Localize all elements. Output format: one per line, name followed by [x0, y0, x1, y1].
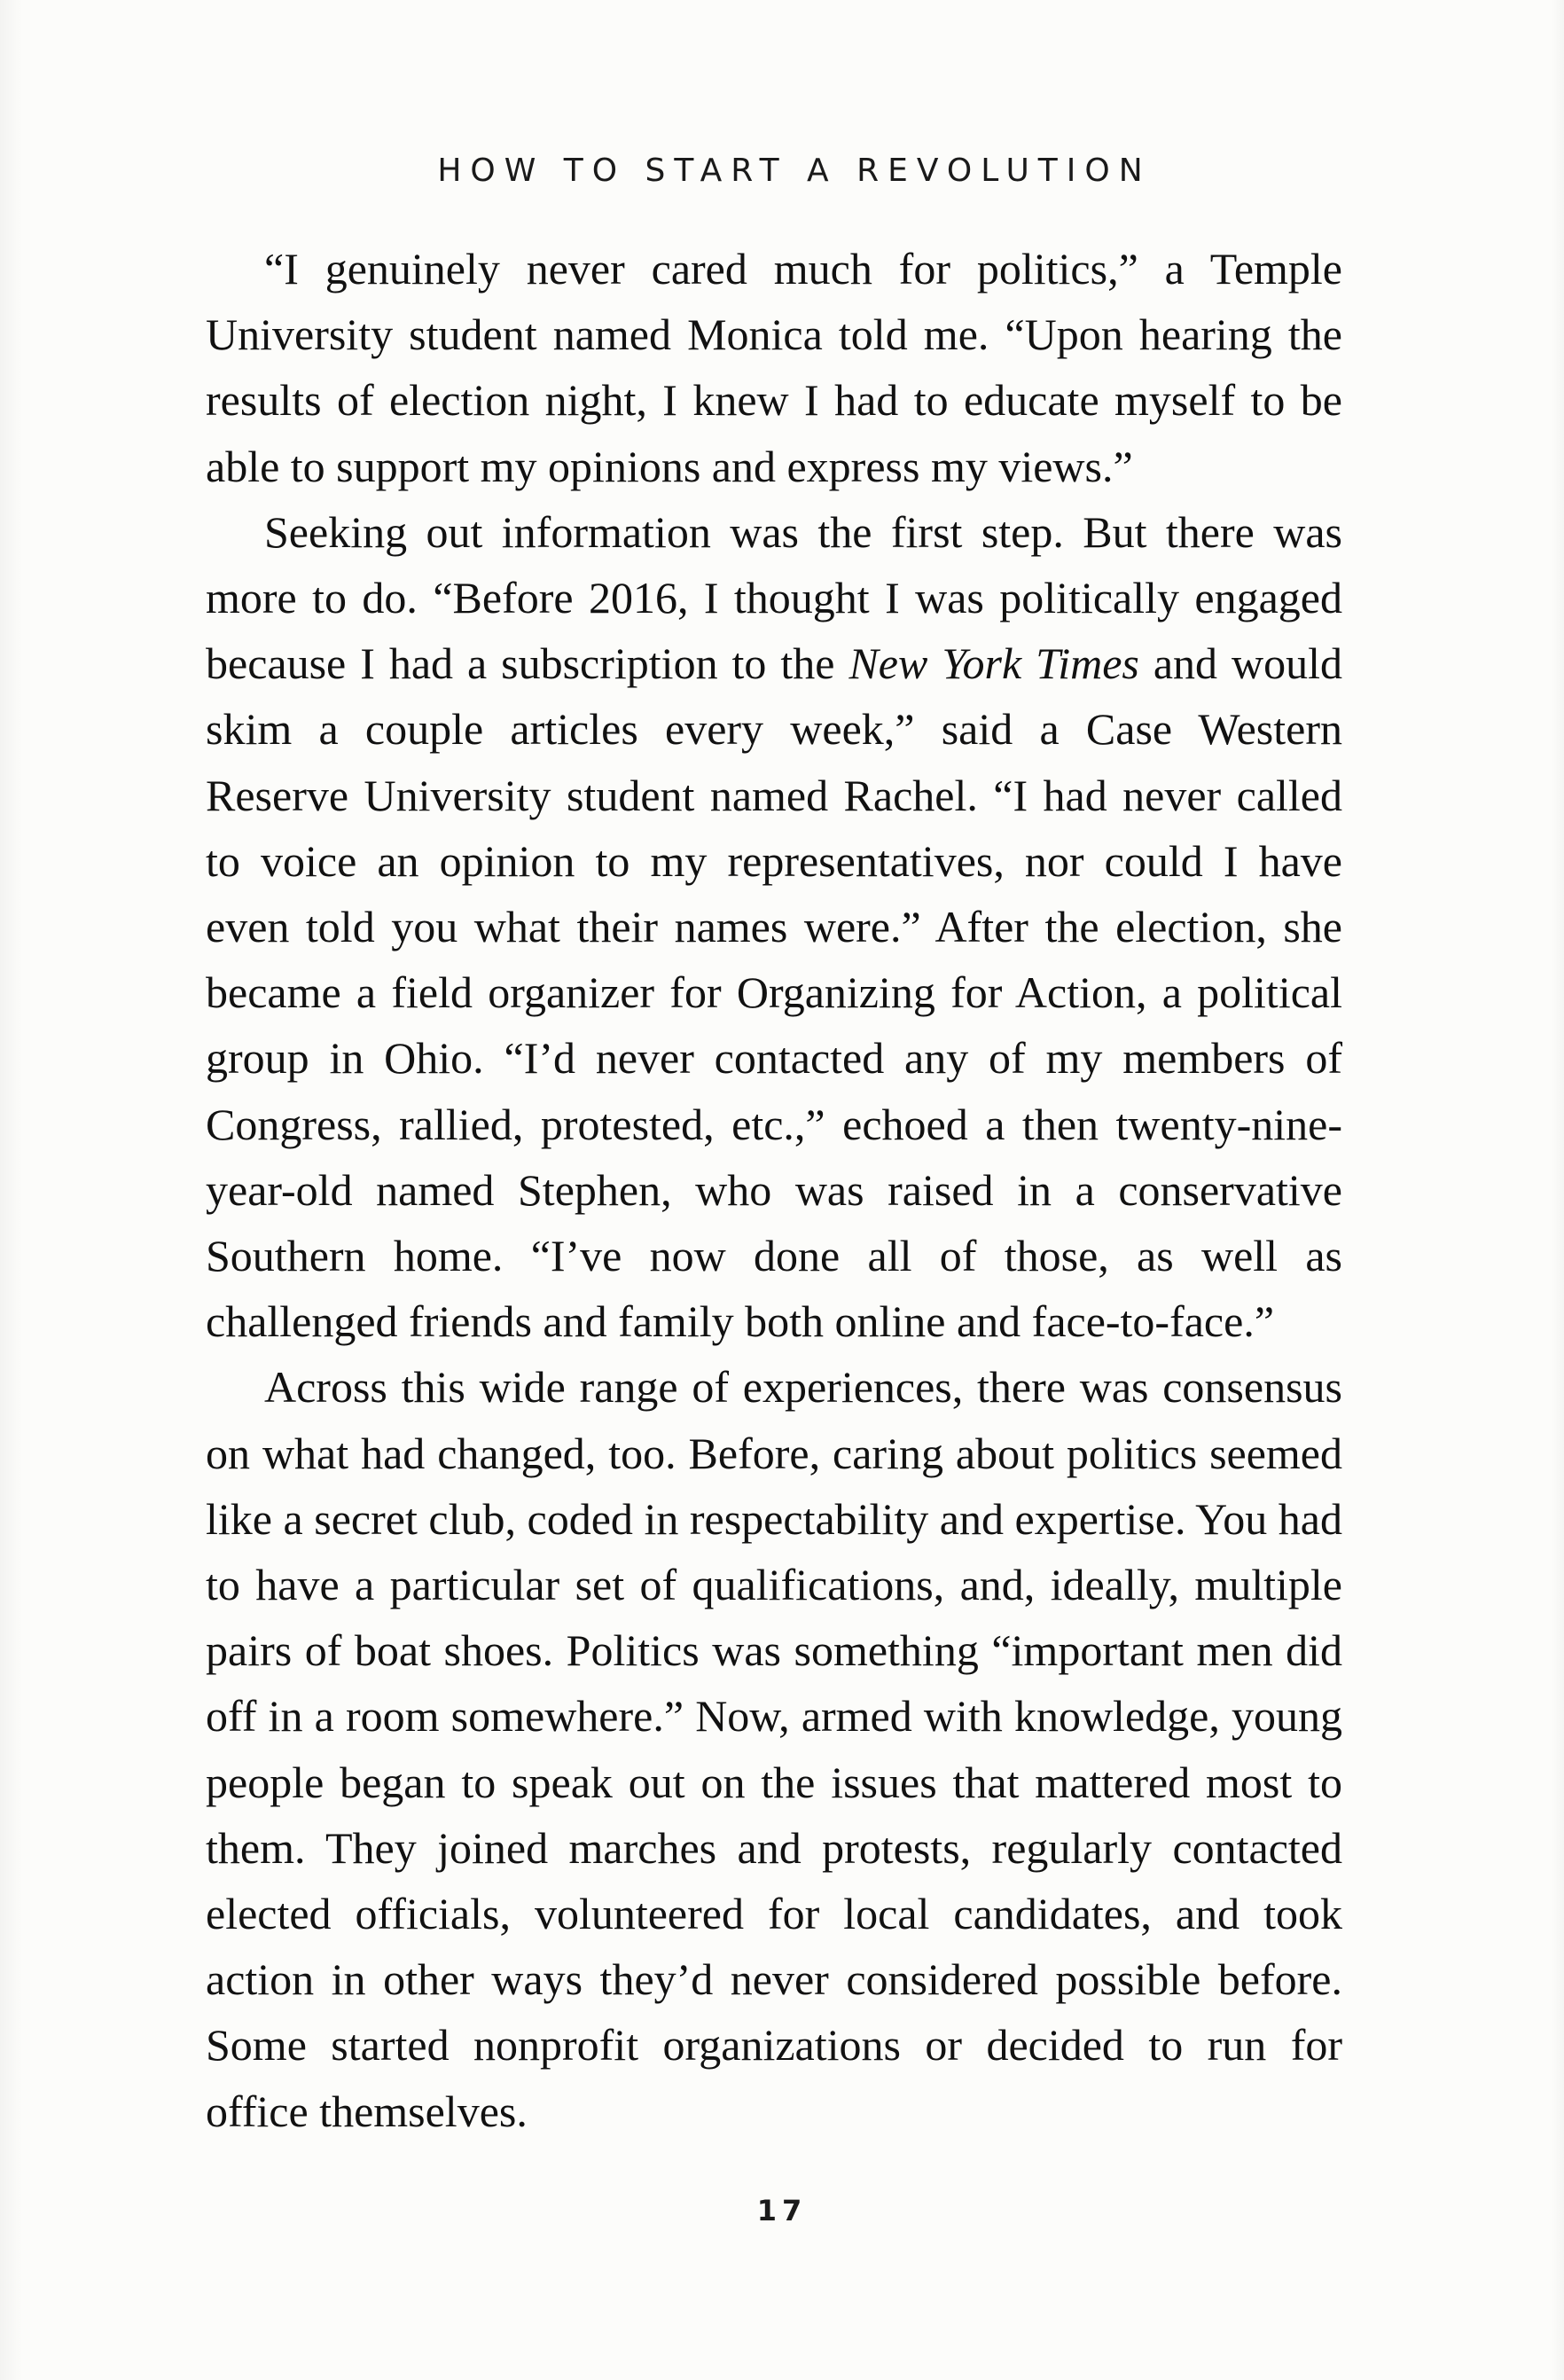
- paragraph-text: “I genuinely never cared much for politics,” a Temple University student named Monica told me. “Upon hearing the results of election night, I knew I had to educate myself to be able to support my opinions and express my views.”: [206, 244, 1342, 491]
- body-text: [206, 236, 1342, 2144]
- paragraph-text: Across this wide range of experiences, there was consensus on what had changed, too. Before, caring about politics seemed like a secret club, coded in respectability and expertise. You had to have a particular set of qualifications, and, ideally, multiple pairs of boat shoes. Politics was something “important men did off in a room somewhere.” Now, armed with knowledge, young people began to speak out on the issues that mattered most to them. They joined marches and protests, regularly contacted elected officials, volunteered for local candidates, and took action in other ways they’d never considered possible before. Some started nonprofit organizations or decided to run for office themselves.: [206, 1362, 1342, 2136]
- paragraph: [206, 499, 1342, 1355]
- paragraph: [206, 1354, 1342, 2143]
- page-edge-shadow: [1552, 0, 1564, 2380]
- paragraph-text: and would skim a couple articles every week,” said a Case Western Reserve University student named Rachel. “I had never called to voice an opinion to my representatives, nor could I have even told you what their names were.” After the election, she became a field organizer for Organizing for Action, a political group in Ohio. “I’d never contacted any of my members of Congress, rallied, protested, etc.,” echoed a then twenty-nine-year-old named Stephen, who was raised in a conservative Southern home. “I’ve now done all of those, as well as challenged friends and family both online and face-to-face.”: [206, 638, 1342, 1347]
- page-number: 17: [756, 2194, 808, 2227]
- italic-title-text: New York Times: [848, 638, 1139, 689]
- running-head: HOW TO START A REVOLUTION: [437, 153, 1152, 189]
- paragraph-text: Seeking out information was the first step. But there was more to do. “Before 2016, I thought I was politically engaged because I had a subscription to the: [206, 506, 1342, 689]
- paragraph: [206, 236, 1342, 499]
- page-gutter-shadow: [0, 0, 23, 2380]
